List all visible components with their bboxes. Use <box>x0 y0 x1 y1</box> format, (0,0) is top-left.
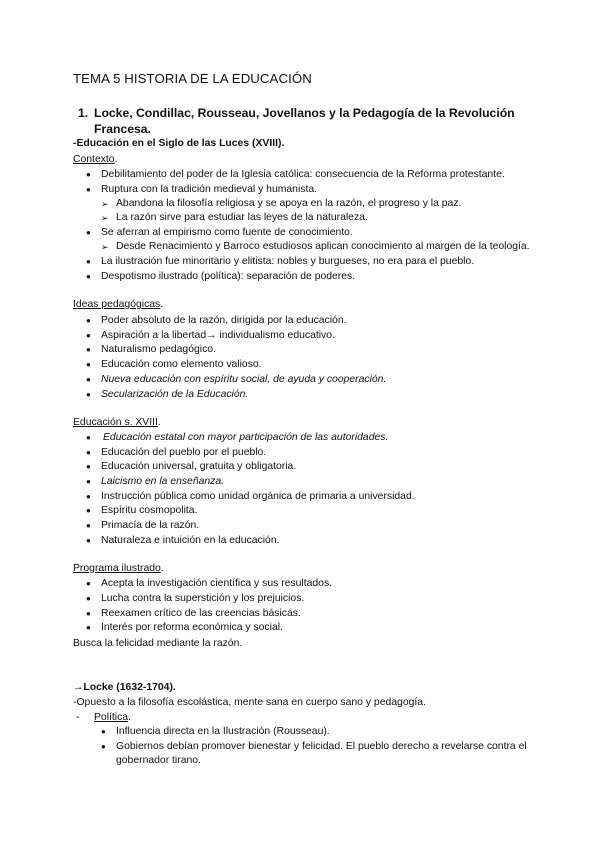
educacion-item: Instrucción pública como unidad orgánica de primaria a universidad. <box>101 491 415 502</box>
ideas-item: Secularización de la Educación. <box>101 389 249 400</box>
bullet-icon: ● <box>86 536 91 545</box>
bullet-icon: ● <box>86 316 91 325</box>
bullet-icon: ● <box>86 170 91 179</box>
contexto-item: Se aferran al empirismo como fuente de conocimiento. <box>101 227 353 238</box>
bullet-icon: ● <box>86 462 91 471</box>
section-number: 1. <box>78 106 89 120</box>
educacion-item: Educación estatal con mayor participación de las autoridades. <box>103 432 389 443</box>
educacion-item: Espíritu cosmopolita. <box>101 505 198 516</box>
educacion-item: Naturaleza e intuición en la educación. <box>101 535 280 546</box>
locke-intro: -Opuesto a la filosofía escolástica, mente sana en cuerpo sano y pedagogía. <box>73 697 426 708</box>
dash-bullet: - <box>76 712 80 723</box>
bullet-icon: ● <box>86 375 91 384</box>
ideas-item: Aspiración a la libertad→ individualismo educativo. <box>101 330 335 341</box>
bullet-icon: ● <box>101 727 106 736</box>
bullet-icon: ● <box>86 579 91 588</box>
bullet-icon: ● <box>86 345 91 354</box>
bullet-icon: ● <box>101 742 106 751</box>
arrow-bullet-icon: ➢ <box>101 242 109 252</box>
ideas-item: Naturalismo pedagógico. <box>101 344 216 355</box>
programa-item: Acepta la investigación científica y sus resultados. <box>101 578 333 589</box>
contexto-subitem: Abandona la filosofía religiosa y se apoya en la razón, el progreso y la paz. <box>116 198 462 209</box>
section-title-line-2: Francesa. <box>94 122 151 136</box>
politica-heading: Política. <box>94 712 131 723</box>
bullet-icon: ● <box>86 623 91 632</box>
arrow-bullet-icon: ➢ <box>101 213 109 223</box>
programa-item: Lucha contra la superstición y los prejuicios. <box>101 593 305 604</box>
bullet-icon: ● <box>86 594 91 603</box>
politica-item-continued: gobernador tirano. <box>116 755 201 766</box>
contexto-item: La ilustración fue minoritario y elitista: nobles y burgueses, no era para el pueblo. <box>101 256 475 267</box>
ideas-heading: Ideas pedagógicas. <box>73 299 164 310</box>
ideas-item: Nueva educación con espíritu social, de ayuda y cooperación. <box>101 374 387 385</box>
bullet-icon: ● <box>86 331 91 340</box>
educacion-xviii-heading: Educación s. XVIII. <box>73 417 161 428</box>
politica-item: Gobiernos debían promover bienestar y felicidad. El pueblo derecho a revelarse contra el <box>116 741 527 752</box>
contexto-heading: Contexto. <box>73 154 118 165</box>
educacion-item: Primacía de la razón. <box>101 520 200 531</box>
subsection-heading: -Educación en el Siglo de las Luces (XVIII). <box>73 138 285 149</box>
bullet-icon: ● <box>86 272 91 281</box>
bullet-icon: ● <box>86 448 91 457</box>
contexto-subitem: La razón sirve para estudiar las leyes de la naturaleza. <box>116 212 368 223</box>
bullet-icon: ● <box>86 390 91 399</box>
locke-heading: →Locke (1632-1704). <box>73 682 176 693</box>
bullet-icon: ● <box>86 185 91 194</box>
bullet-icon: ● <box>86 360 91 369</box>
bullet-icon: ● <box>86 257 91 266</box>
educacion-item: Laicismo en la enseñanza. <box>101 476 225 487</box>
bullet-icon: ● <box>86 506 91 515</box>
contexto-item: Debilitamiento del poder de la Iglesia católica: consecuencia de la Reforma protestante. <box>101 169 505 180</box>
contexto-subitem: Desde Renacimiento y Barroco estudiosos aplican conocimiento al margen de la teología. <box>116 241 530 252</box>
bullet-icon: ● <box>86 521 91 530</box>
page-title: TEMA 5 HISTORIA DE LA EDUCACIÓN <box>73 71 312 86</box>
bullet-icon: ● <box>86 492 91 501</box>
arrow-bullet-icon: ➢ <box>101 199 109 209</box>
bullet-icon: ● <box>86 477 91 486</box>
programa-footer: Busca la felicidad mediante la razón. <box>73 638 243 649</box>
programa-heading: Programa ilustrado. <box>73 563 164 574</box>
bullet-icon: ● <box>86 609 91 618</box>
educacion-item: Educación del pueblo por el pueblo. <box>101 447 267 458</box>
programa-item: Reexamen crítico de las creencias básicas. <box>101 608 301 619</box>
ideas-item: Poder absoluto de la razón, dirigida por la educación. <box>101 315 347 326</box>
ideas-item: Educación como elemento valioso. <box>101 359 262 370</box>
educacion-item: Educación universal, gratuita y obligatoria. <box>101 461 297 472</box>
section-title-line-1: Locke, Condillac, Rousseau, Jovellanos y la Pedagogía de la Revolución <box>94 106 515 120</box>
bullet-icon: ● <box>86 433 91 442</box>
politica-item: Influencia directa en la Ilustración (Rousseau). <box>116 726 330 737</box>
bullet-icon: ● <box>86 228 91 237</box>
programa-item: Interés por reforma económica y social. <box>101 622 283 633</box>
contexto-item: Despotismo ilustrado (política): separación de poderes. <box>101 271 356 282</box>
contexto-item: Ruptura con la tradición medieval y humanista. <box>101 184 318 195</box>
